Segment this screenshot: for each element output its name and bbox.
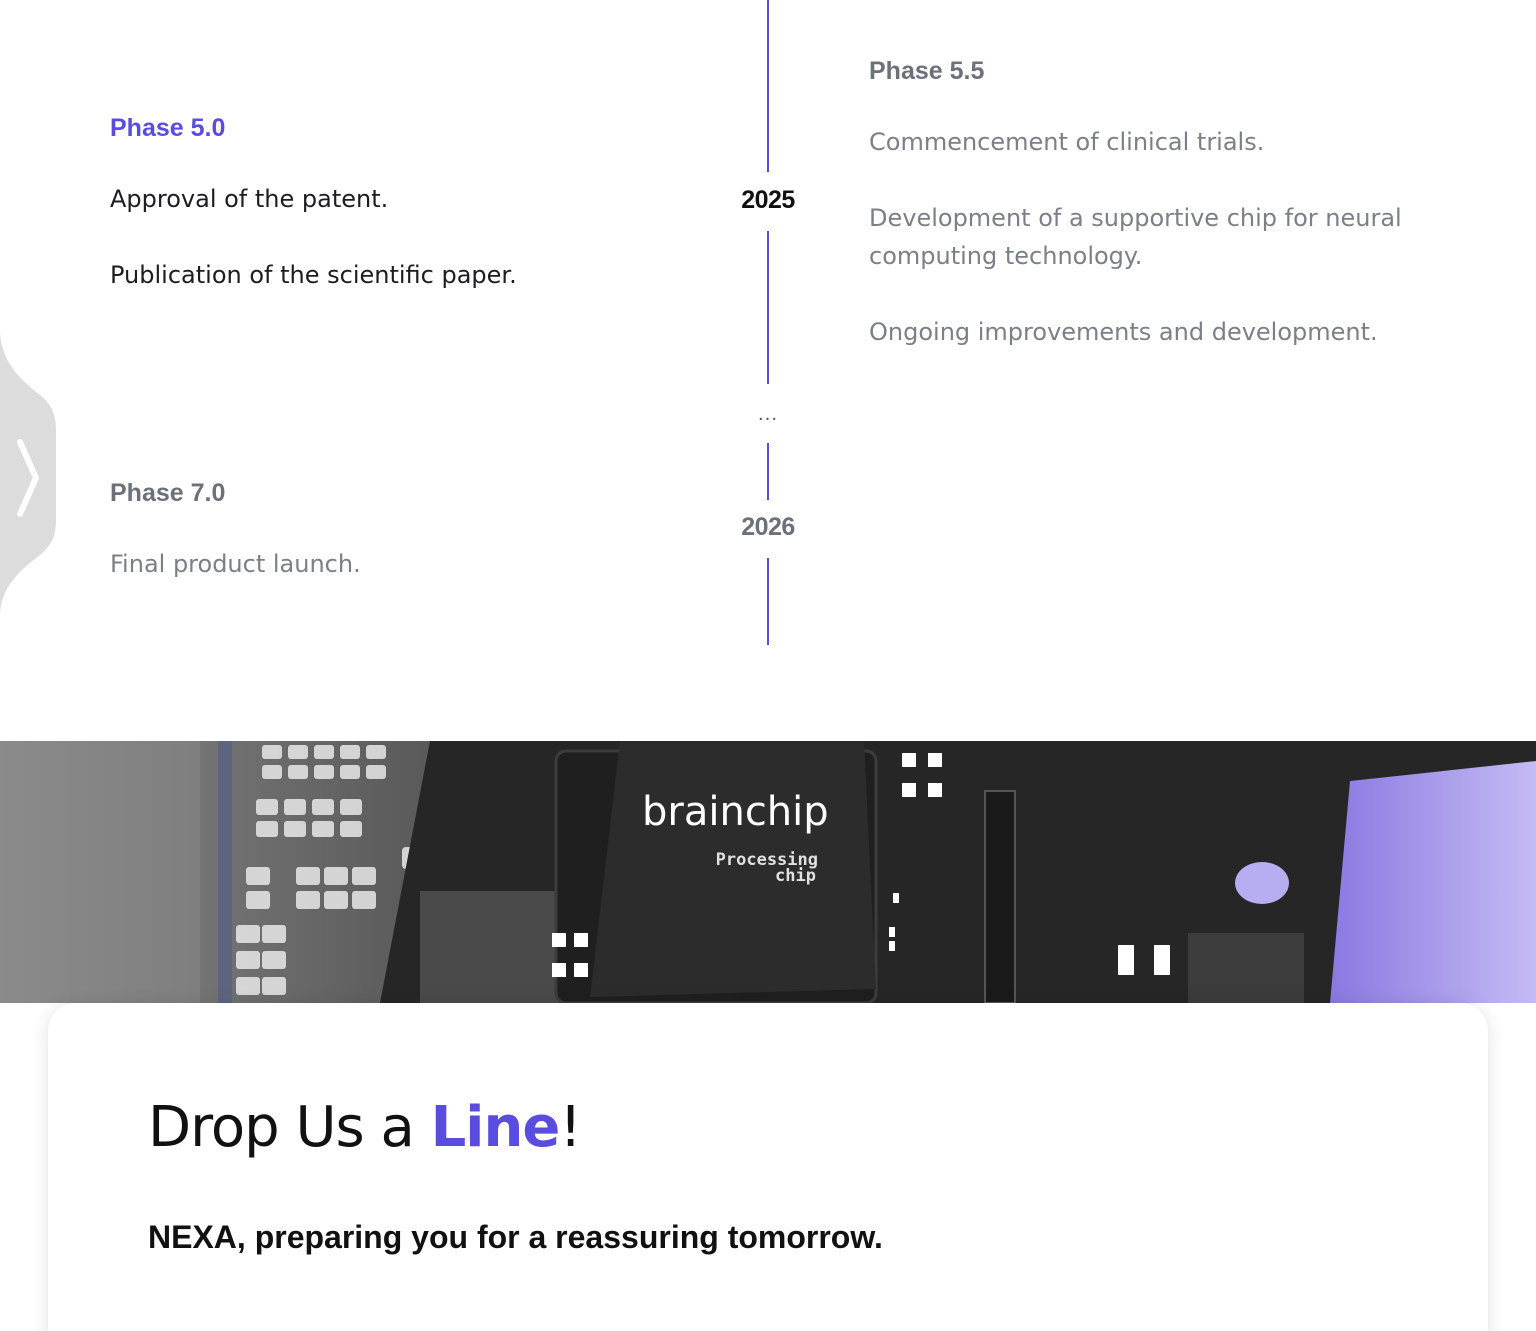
contact-card — [48, 1003, 1488, 1331]
timeline-year-2026: 2026 — [741, 513, 795, 541]
phase-5-5-title: Phase 5.5 — [869, 57, 985, 85]
circuit-board-illustration — [0, 741, 1536, 1003]
contact-title-prefix: Drop Us a — [148, 1095, 431, 1160]
phase-5-0-title: Phase 5.0 — [110, 114, 226, 142]
phase-5-5-item: Commencement of clinical trials. — [869, 128, 1265, 156]
timeline-year-2025: 2025 — [741, 186, 795, 214]
phase-7-0-title: Phase 7.0 — [110, 479, 226, 507]
phase-5-0-item: Publication of the scientific paper. — [110, 261, 517, 289]
timeline-line — [767, 231, 769, 384]
contact-title-accent: Line — [430, 1095, 560, 1160]
chip-brand-label: brainchip — [642, 789, 829, 835]
chip-line1-label: Processing — [715, 850, 818, 870]
chevron-right-icon — [14, 438, 42, 518]
timeline-line — [767, 0, 769, 172]
contact-title — [148, 1095, 581, 1160]
side-drawer-tab[interactable] — [0, 330, 58, 616]
phase-5-0-item: Approval of the patent. — [110, 185, 389, 213]
timeline-line — [767, 443, 769, 500]
phase-5-5-item: Ongoing improvements and development. — [869, 318, 1378, 346]
chip-line2-label: chip — [775, 866, 816, 886]
contact-subtitle: NEXA, preparing you for a reassuring tomorrow. — [148, 1219, 883, 1255]
chip-banner-image — [0, 741, 1536, 1003]
timeline-line — [767, 558, 769, 645]
timeline-ellipsis: ... — [757, 404, 779, 425]
phase-5-5-item: Development of a supportive chip for neural computing technology. — [869, 204, 1402, 270]
phase-7-0-item: Final product launch. — [110, 550, 361, 578]
contact-title-suffix: ! — [559, 1095, 581, 1160]
